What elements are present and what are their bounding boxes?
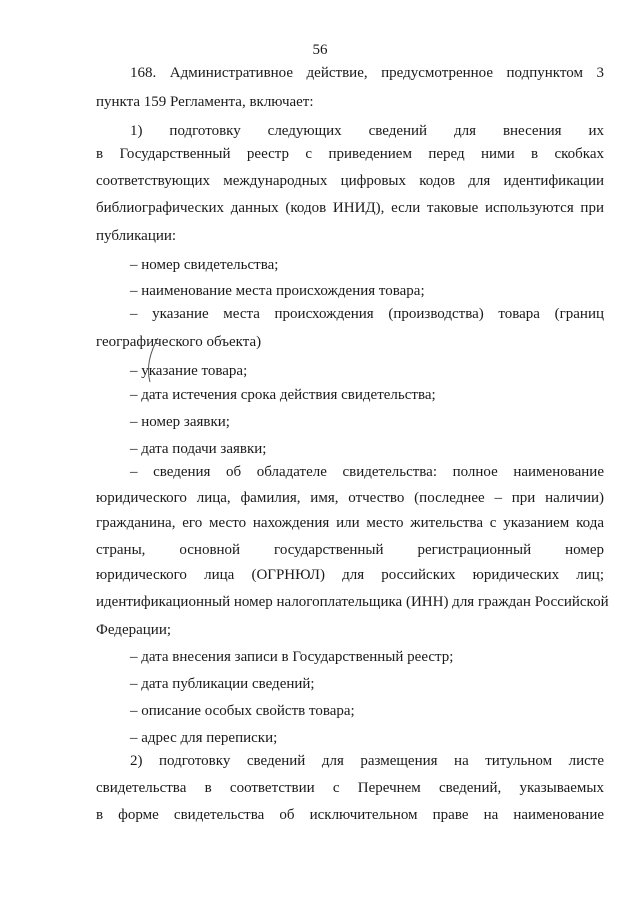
text-line: в Государственный реестр с приведением перед ними в скобках: [96, 146, 604, 162]
text-line: идентификационный номер налогоплательщика (ИНН) для граждан Российской: [96, 594, 609, 610]
text-line: юридического лица, фамилия, имя, отчество (последнее – при наличии): [96, 490, 604, 506]
text-line: свидетельства в соответствии с Перечнем сведений, указываемых: [96, 780, 604, 796]
text-line: – дата публикации сведений;: [130, 676, 315, 692]
text-line: юридического лица (ОГРНЮЛ) для российских юридических лиц;: [96, 567, 604, 583]
text-line: – номер свидетельства;: [130, 257, 279, 273]
text-line: географического объекта): [96, 334, 262, 350]
text-line: публикации:: [96, 228, 177, 244]
text-line: 2) подготовку сведений для размещения на титульном листе: [130, 753, 604, 769]
text-line: страны, основной государственный регистрационный номер: [96, 542, 604, 558]
text-line: 1) подготовку следующих сведений для внесения их: [130, 123, 604, 139]
text-line: библиографических данных (кодов ИНИД), если таковые используются при: [96, 200, 604, 216]
text-line: – описание особых свойств товара;: [130, 703, 355, 719]
text-line: – номер заявки;: [130, 414, 230, 430]
text-line: – адрес для переписки;: [130, 730, 278, 746]
text-line: соответствующих международных цифровых кодов для идентификации: [96, 173, 604, 189]
text-line: пункта 159 Регламента, включает:: [96, 94, 314, 110]
text-line: Федерации;: [96, 622, 172, 638]
text-line: – наименование места происхождения товара;: [130, 283, 425, 299]
text-line: – дата истечения срока действия свидетельства;: [130, 387, 436, 403]
text-line: – дата подачи заявки;: [130, 441, 267, 457]
text-line: – указание места происхождения (производства) товара (границ: [130, 306, 604, 322]
text-line: 168. Административное действие, предусмотренное подпунктом 3: [130, 65, 604, 81]
text-line: в форме свидетельства об исключительном праве на наименование: [96, 807, 604, 823]
text-line: – дата внесения записи в Государственный реестр;: [130, 649, 454, 665]
page-number: 56: [312, 42, 328, 58]
text-line: – сведения об обладателе свидетельства: полное наименование: [130, 464, 604, 480]
text-line: – указание товара;: [130, 363, 248, 379]
text-line: гражданина, его место нахождения или место жительства с указанием кода: [96, 515, 604, 531]
